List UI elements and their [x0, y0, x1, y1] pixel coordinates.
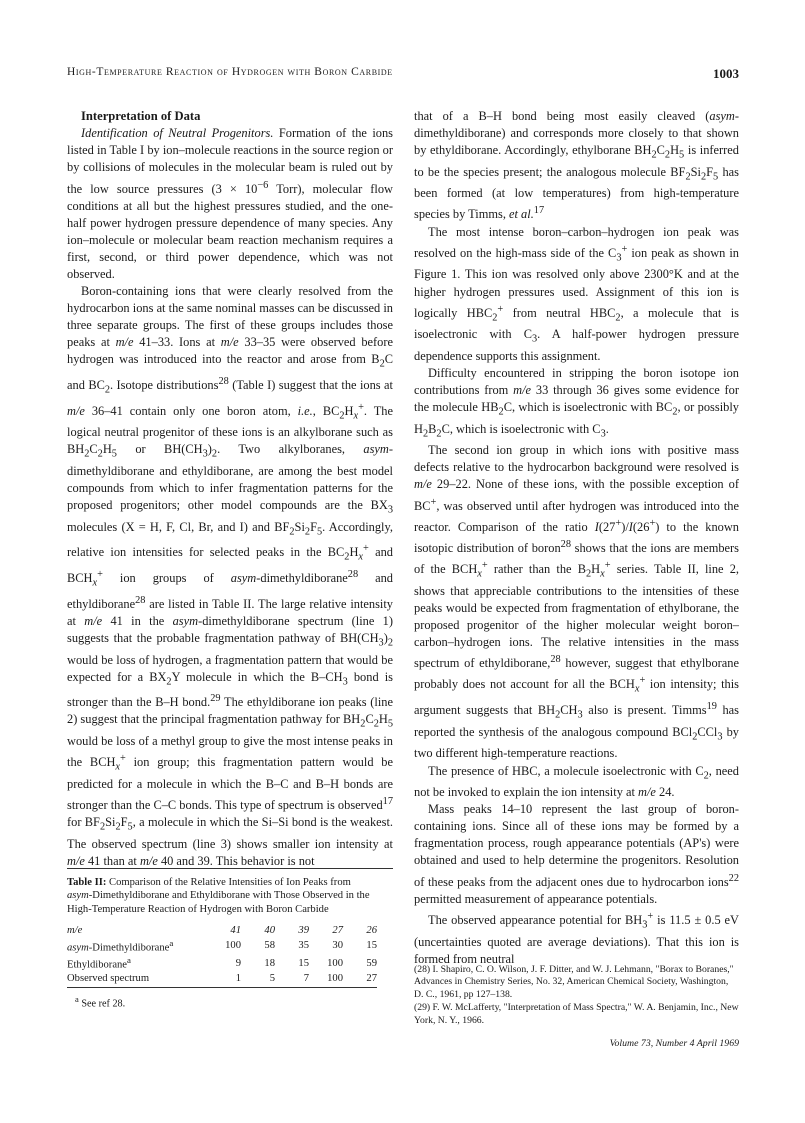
paragraph-boron-ions: Boron-containing ions that were clearly resolved from the hydrocarbon ions at the same nominal masses can be discussed in three separate groups. The first of these groups includes those peaks at m/e 41–33. Ions at m/e 33–35 were observed before hydrogen was introduced into the reactor and arose from $B_2C$ and $BC_2$. Isotope distributions$^{28}$ (Table I) suggest that the ions at m/e 36–41 contain only one boron atom, i.e., $BC_2H_x^+$. The logical neutral progenitor of these ions is an alkylborane such as $BH_2C_2H_5$ or $BH(CH_3)_2$. Two alkylboranes, asym-dimethyldiborane and ethyldiborane, are among the best model compounds from which to infer fragmentation patterns for the proposed progenitors; other model compounds are the $BX_3$ molecules (X = H, F, Cl, Br, and I) and $BF_2Si_2F_5$. Accordingly, relative ion intensities for selected peaks in the $BC_2H_x^+$ and $BCH_x^+$ ion groups of asym-dimethyldiborane$^{28}$ and ethyldiborane$^{28}$ are listed in Table II. The large relative intensity at m/e 41 in the asym-dimethyldiborane spectrum (line 1) suggests that the probable fragmentation pathway of $BH(CH_3)_2$ would be loss of hydrogen, a fragmentation pattern that would be expected for a $BX_2Y$ molecule in which the $B-CH_3$ bond is stronger than the B–H bond.$^{29}$ The ethyldiborane ion peaks (line 2) suggest that the principal fragmentation pathway for $BH_2C_2H_5$ would be loss of a methyl group to give the most intense peaks in the $BCH_x^+$ ion group; this fragmentation pattern would be predicted for a molecule in which the B–C and B–H bonds are stronger than the C–C bonds. This type of spectrum is observed$^{17}$ for $BF_2Si_2F_5$, a molecule in which the Si–Si bond is the weakest. The observed spectrum (line 3) shows smaller ion intensity at m/e 41 than at m/e 40 and 39. This behavior is not — [67, 284, 394, 868]
table-footnote: $^a$ See ref 28. — [75, 993, 126, 1010]
table-cell: 5 — [269, 972, 275, 984]
paragraph-hb2c: Difficulty encountered in stripping the boron isotope ion contributions from m/e 33 through 36 gives some evidence for the molecule $HB_2C$, which is isoelectronic with $BC_2$, or possibly $H_2B_2C$, which is isoelectronic with $C_3$. — [414, 365, 740, 440]
table-cell: 27 — [366, 972, 377, 984]
table-cell: 59 — [366, 957, 377, 969]
paragraph-hbc2: The most intense boron–carbon–hydrogen ion peak was resolved on the high-mass side of the $C_3^+$ ion peak as shown in Figure 1. This ion was resolved only above 2300°K and at the higher hydrogen pressures used. Assignment of this ion is logically $HBC_2^+$ from neutral $HBC_2$, a molecule that is isoelectronic with $C_3$. A half-power hydrogen pressure dependence supports this assignment. — [414, 224, 740, 363]
table-header-cell: 40 — [264, 924, 275, 936]
table-row — [67, 972, 377, 985]
right-column — [414, 108, 739, 968]
table-caption — [67, 876, 377, 916]
table-label: Table II: — [67, 877, 107, 888]
reference-item: (29) F. W. McLafferty, "Interpretation of Mass Spectra," W. A. Benjamin, Inc., New York, N. Y., 1966. — [414, 1002, 739, 1026]
run-in-heading: Identification of Neutral Progenitors. — [81, 126, 274, 141]
table-header-label: m/e — [67, 924, 83, 936]
table-header-cell: 26 — [366, 924, 377, 936]
left-column — [67, 108, 393, 870]
row-label: Observed spectrum — [67, 972, 150, 984]
table-cell: 18 — [264, 957, 275, 969]
table-header-cell: 41 — [230, 924, 241, 936]
running-head — [67, 66, 739, 84]
table-header-cell: 27 — [332, 924, 343, 936]
table-cell: 30 — [332, 940, 343, 952]
intensity-table — [67, 924, 377, 985]
table-cell: 9 — [235, 957, 241, 969]
table-cell: 35 — [298, 940, 309, 952]
table-cell: 58 — [264, 940, 275, 952]
paragraph-neutral-progenitors — [67, 125, 393, 283]
table-header-cell: 39 — [298, 924, 309, 936]
table-caption-text: Comparison of the Relative Intensities of Ion Peaks from asym-Dimethyldiborane and Ethyldiborane with Those Observed in the High-Temperature Reaction of Hydrogen with Boron Carbide — [67, 877, 370, 915]
table-cell: 15 — [366, 940, 377, 952]
table-bottom-rule — [67, 987, 377, 988]
paragraph-second-group: The second ion group in which ions with positive mass defects relative to the hydrocarbon background were resolved is m/e 29–22. None of these ions, with the possible exception of BC+, was observed until after hydrogen was introduced into the reactor. Comparison of the ratio I(27+)/I(26+) to the known isotopic distribution of boron$^{28}$ shows that the ions are members of the $BCH_x^+$ rather than the $B_2H_x^+$ series. Table II, line 2, shows that appreciable contributions to the intensities of these peaks would be expected from fragmentation of ethylborane, the proposed progenitor of the higher molecular weight boron–carbon–hydrogen ions. The relative intensities in the mass spectrum of ethyldiborane,$^{28}$ however, suggest that ethylborane probably does not account for all the $BCH_x^+$ ion intensity; this argument suggests that $BH_2CH_3$ also is present. Timms$^{19}$ has reported the synthesis of the analogous compound BCl$_2$CCl$_3$ by two different high-temperature reactions. — [414, 443, 740, 761]
paragraph-mass-peaks: Mass peaks 14–10 represent the last group of boron-containing ions. Since all of these ions may be formed by a fragmentation process, rough appearance potentials (AP's) were obtained and used to help determine the progenitors. Resolution of these peaks from the adjacent ones due to hydrocarbon ions$^{22}$ permitted measurement of appearance potentials. — [414, 802, 739, 906]
row-label: asym-Dimethyldiborane$^a$ — [67, 937, 174, 954]
table-header-row — [67, 924, 377, 937]
table-cell: 7 — [303, 972, 309, 984]
paragraph-text: Formation of the ions listed in Table I by ion–molecule reactions in the source region or by collisions of molecules in the molecular beam is ruled out by the low source pressures ($3 \times 10^{-6}$ Torr), molecular flow conditions at all but the highest pressures studied, and the one-half power hydrogen pressure dependence of many species. Any ion–molecule or molecular beam reaction mechanism requires a first, second, or third power dependence, which was not observed. — [67, 126, 393, 281]
table-row — [67, 937, 377, 955]
table-cell: 100 — [327, 972, 343, 984]
row-label: Ethyldiborane$^a$ — [67, 955, 131, 971]
paragraph-appearance-potential: The observed appearance potential for $BH_3^+$ is 11.5 ± 0.5 eV (uncertainties quoted are average deviations). That this ion is formed from neutral — [414, 910, 739, 966]
table-row — [67, 954, 377, 972]
references — [414, 964, 739, 1028]
table-cell: 100 — [327, 957, 343, 969]
table-cell: 1 — [235, 972, 241, 984]
table-ii — [67, 876, 377, 1009]
table-cell: 100 — [225, 940, 241, 952]
page-number: 1003 — [713, 66, 739, 81]
volume-line: Volume 73, Number 4 April 1969 — [609, 1038, 739, 1049]
reference-item: (28) I. Shapiro, C. O. Wilson, J. F. Ditter, and W. J. Lehmann, "Borax to Boranes," Advances in Chemistry Series, No. 32, American Chemical Society, Washington, D. C., 1961, pp 127–138. — [414, 964, 734, 1000]
paragraph-hbc: The presence of HBC, a molecule isoelectronic with $C_2$, need not be invoked to explain the ion intensity at m/e 24. — [414, 763, 739, 800]
section-heading: Interpretation of Data — [81, 109, 201, 123]
table-cell: 15 — [298, 957, 309, 969]
paragraph-continued: that of a B–H bond being most easily cleaved (asym-dimethyldiborane) and corresponds more closely to that shown by ethyldiborane. Accordingly, ethylborane $BH_2C_2H_5$ is inferred to be the species present; the analogous molecule $BF_2Si_2F_5$ has been formed (at low temperatures) from high-temperature species by Timms, et al.$^{17}$ — [414, 109, 740, 222]
table-top-rule — [67, 868, 393, 869]
running-title: High-Temperature Reaction of Hydrogen with Boron Carbide — [67, 66, 393, 78]
